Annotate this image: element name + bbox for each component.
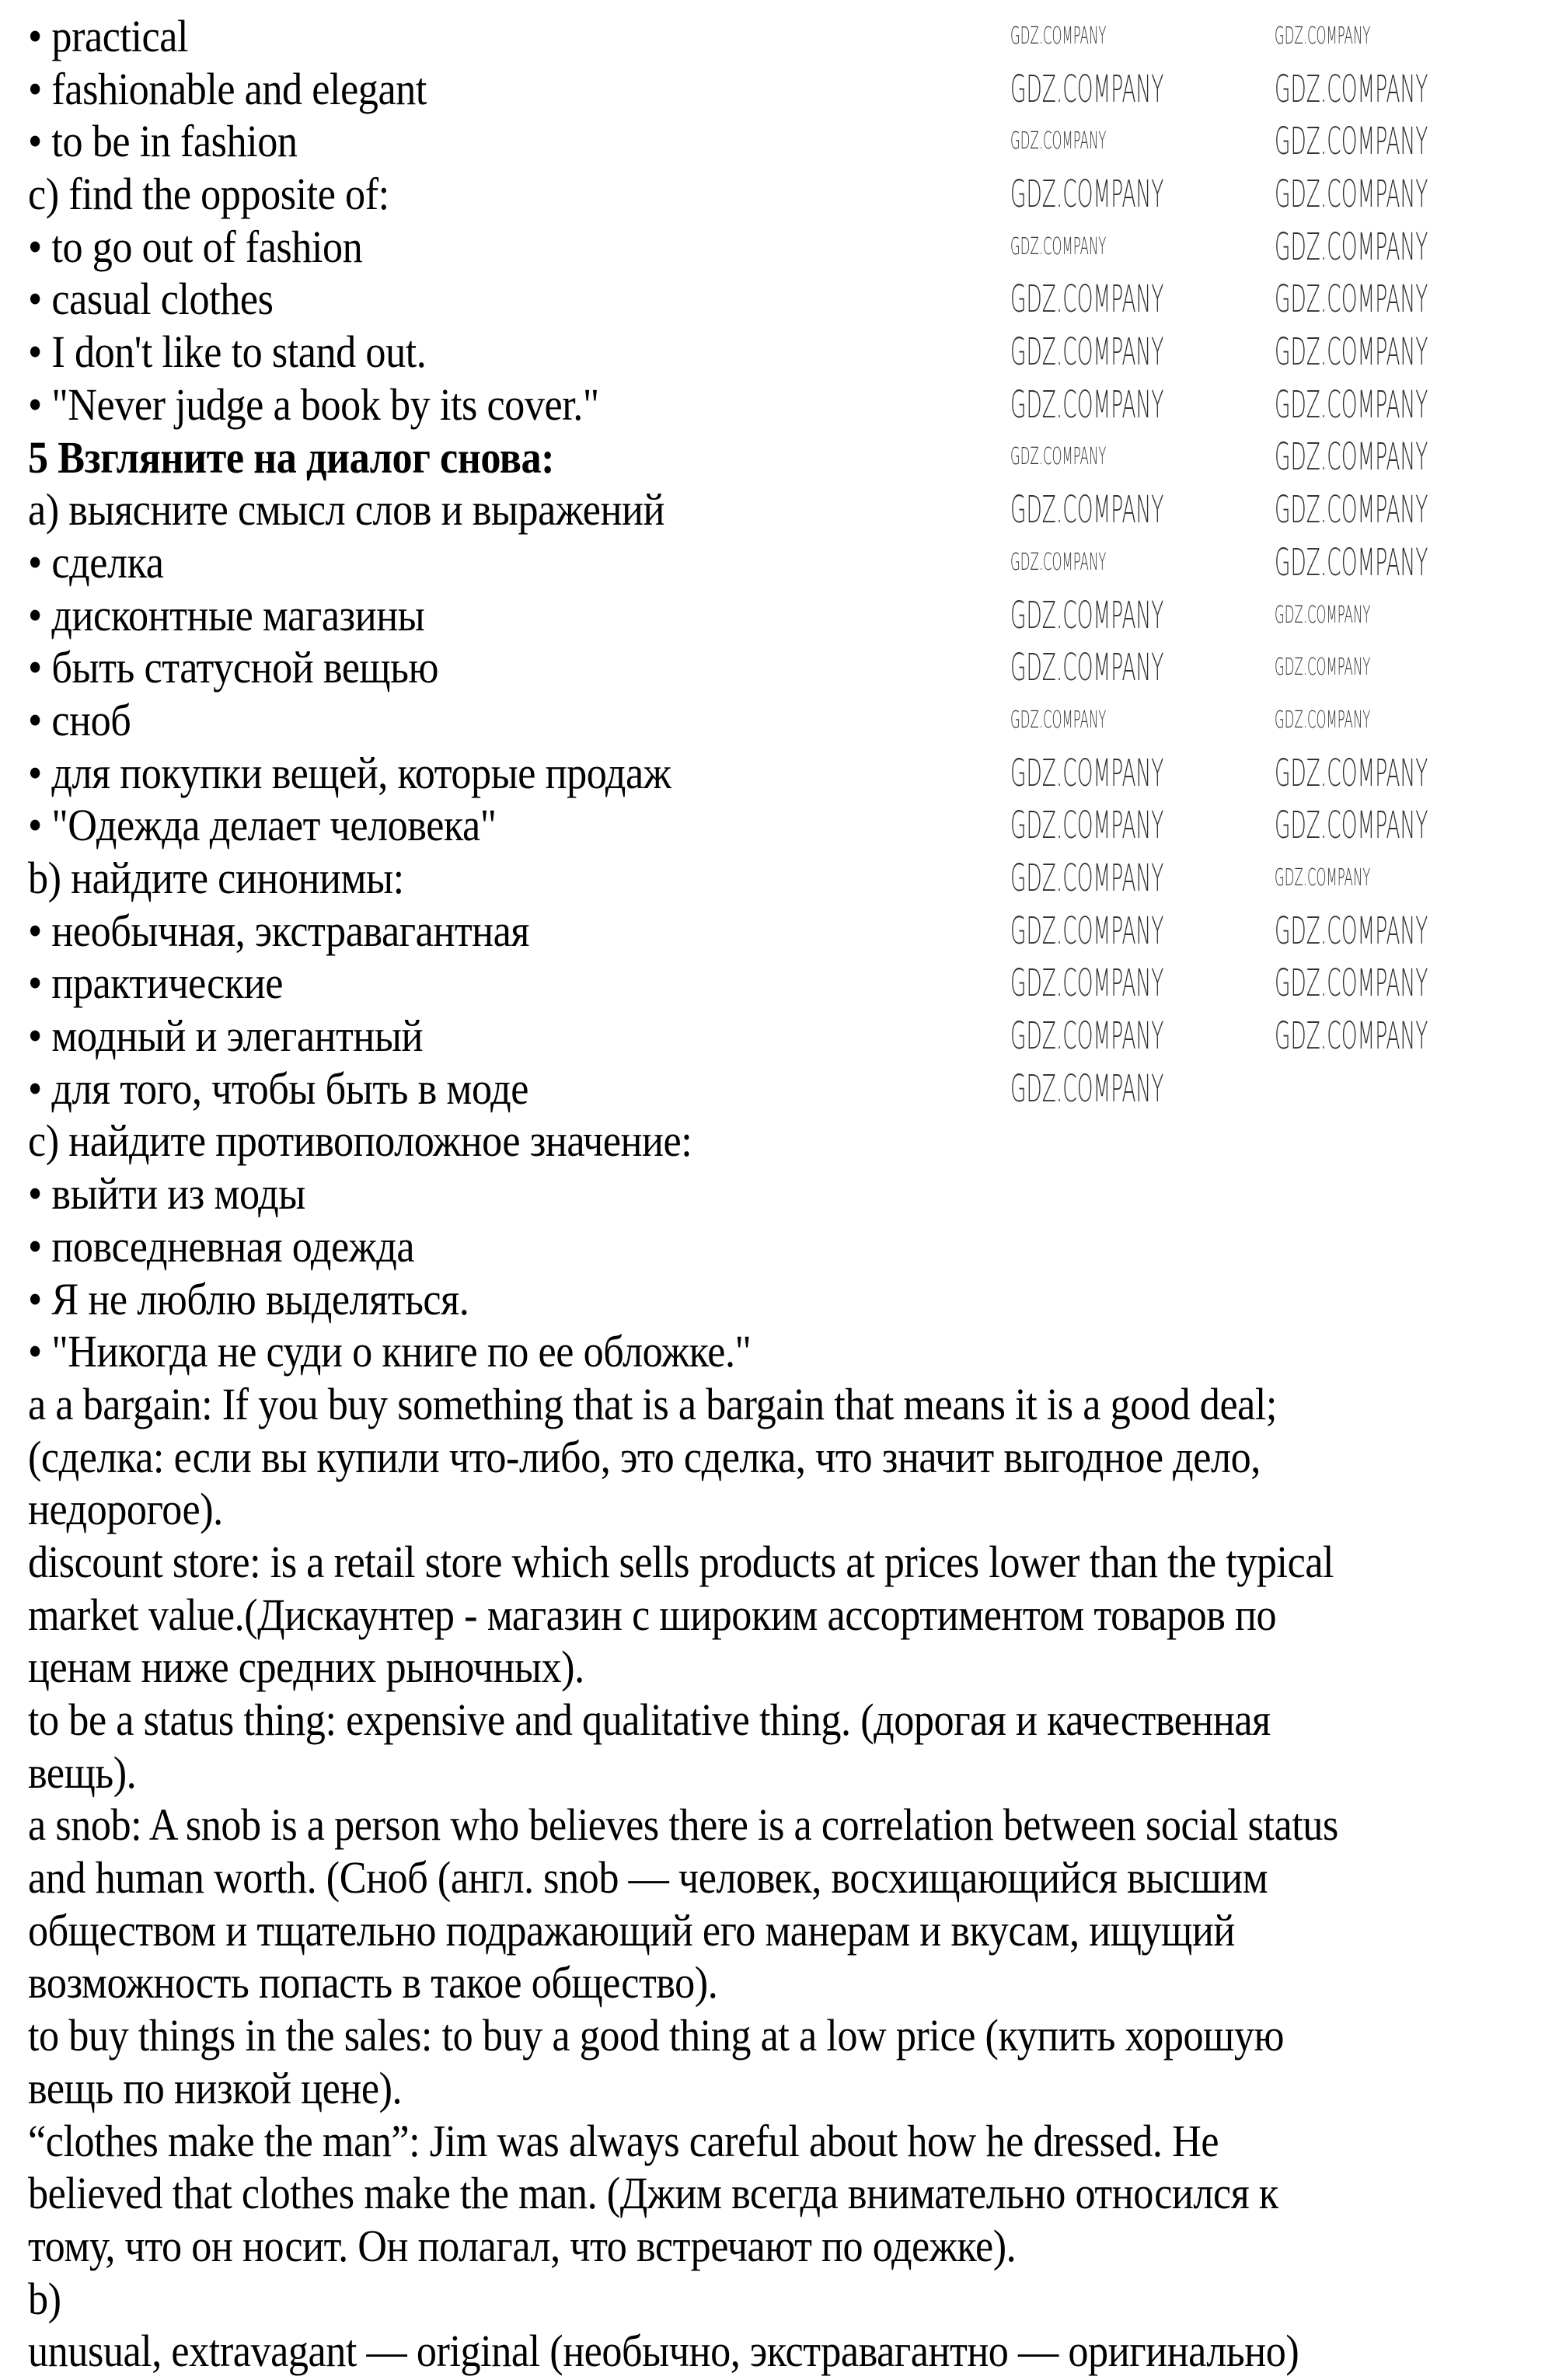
watermark: GDZ.COMPANY bbox=[1010, 127, 1107, 155]
watermark: GDZ.COMPANY bbox=[1275, 330, 1428, 375]
text-line: a a bargain: If you buy something that is a bargain that means it is a good deal; bbox=[28, 1378, 1277, 1429]
text-line: b) найдите синонимы: bbox=[28, 853, 404, 903]
watermark: GDZ.COMPANY bbox=[1275, 601, 1371, 629]
watermark: GDZ.COMPANY bbox=[1010, 382, 1164, 427]
text-line: “clothes make the man”: Jim was always careful about how he dressed. He bbox=[28, 2115, 1219, 2166]
watermark: GDZ.COMPANY bbox=[1010, 548, 1107, 576]
watermark: GDZ.COMPANY bbox=[1010, 751, 1164, 795]
text-line: • необычная, экстравагантная bbox=[28, 905, 529, 956]
document-body bbox=[28, 10, 1484, 2378]
watermark: GDZ.COMPANY bbox=[1275, 751, 1428, 795]
watermark: GDZ.COMPANY bbox=[1275, 909, 1428, 953]
text-line: • to be in fashion bbox=[28, 116, 298, 167]
watermark: GDZ.COMPANY bbox=[1275, 22, 1371, 50]
text-line: вещь). bbox=[28, 1747, 137, 1798]
text-line: вещь по низкой цене). bbox=[28, 2062, 403, 2113]
text-line: discount store: is a retail store which sells products at prices lower than the typical bbox=[28, 1536, 1334, 1587]
watermark: GDZ.COMPANY bbox=[1275, 277, 1428, 322]
watermark: GDZ.COMPANY bbox=[1275, 120, 1428, 164]
watermark: GDZ.COMPANY bbox=[1010, 443, 1107, 471]
text-line: a) выясните смысл слов и выражений bbox=[28, 484, 664, 536]
text-line: (сделка: если вы купили что-либо, это сделка, что значит выгодное дело, bbox=[28, 1431, 1261, 1482]
watermark: GDZ.COMPANY bbox=[1010, 277, 1164, 322]
watermark: GDZ.COMPANY bbox=[1275, 654, 1371, 682]
watermark: GDZ.COMPANY bbox=[1010, 857, 1164, 901]
watermark: GDZ.COMPANY bbox=[1010, 1066, 1164, 1111]
watermark: GDZ.COMPANY bbox=[1010, 22, 1107, 50]
watermark: GDZ.COMPANY bbox=[1275, 864, 1371, 892]
text-line: • сноб bbox=[28, 694, 131, 745]
watermark: GDZ.COMPANY bbox=[1275, 435, 1428, 480]
watermark: GDZ.COMPANY bbox=[1275, 540, 1428, 585]
watermark: GDZ.COMPANY bbox=[1010, 961, 1164, 1006]
watermark: GDZ.COMPANY bbox=[1275, 488, 1428, 532]
text-line: to be a status thing: expensive and qualitative thing. (дорогая и качественная bbox=[28, 1694, 1271, 1745]
text-line: • Я не люблю выделяться. bbox=[28, 1273, 469, 1324]
text-line: • повседневная одежда bbox=[28, 1220, 415, 1272]
text-line: • для покупки вещей, которые продаж bbox=[28, 747, 671, 798]
watermark: GDZ.COMPANY bbox=[1010, 593, 1164, 637]
text-line: тому, что он носит. Он полагал, что встречают по одежке). bbox=[28, 2220, 1017, 2271]
text-line: c) найдите противоположное значение: bbox=[28, 1115, 692, 1167]
watermark: GDZ.COMPANY bbox=[1010, 1014, 1164, 1059]
text-line: • "Never judge a book by its cover." bbox=[28, 379, 599, 430]
section-heading: 5 Взгляните на диалог снова: bbox=[28, 431, 555, 483]
watermark: GDZ.COMPANY bbox=[1275, 961, 1428, 1006]
text-line: and human worth. (Сноб (англ. snob — человек, восхищающийся высшим bbox=[28, 1852, 1268, 1904]
watermark: GDZ.COMPANY bbox=[1275, 1014, 1428, 1059]
text-line: • casual clothes bbox=[28, 274, 274, 325]
text-line: • модный и элегантный bbox=[28, 1010, 423, 1062]
watermark: GDZ.COMPANY bbox=[1275, 172, 1428, 216]
watermark: GDZ.COMPANY bbox=[1010, 909, 1164, 953]
text-line: • для того, чтобы быть в моде bbox=[28, 1063, 528, 1114]
text-line: • выйти из моды bbox=[28, 1168, 305, 1220]
watermark: GDZ.COMPANY bbox=[1010, 488, 1164, 532]
text-line: • быть статусной вещью bbox=[28, 642, 439, 693]
watermark: GDZ.COMPANY bbox=[1010, 172, 1164, 216]
watermark: GDZ.COMPANY bbox=[1275, 67, 1428, 111]
text-line: ценам ниже средних рыночных). bbox=[28, 1642, 584, 1693]
watermark: GDZ.COMPANY bbox=[1010, 706, 1107, 734]
text-line: market value.(Дискаунтер - магазин с широким ассортиментом товаров по bbox=[28, 1589, 1277, 1640]
watermark: GDZ.COMPANY bbox=[1275, 706, 1371, 734]
text-line: unusual, extravagant — original (необычно, экстравагантно — оригинально) bbox=[28, 2326, 1299, 2377]
text-line: b) bbox=[28, 2273, 61, 2324]
text-line: • to go out of fashion bbox=[28, 221, 363, 272]
text-line: недорогое). bbox=[28, 1484, 223, 1535]
watermark: GDZ.COMPANY bbox=[1010, 646, 1164, 690]
watermark: GDZ.COMPANY bbox=[1010, 232, 1107, 260]
text-line: believed that clothes make the man. (Джим всегда внимательно относился к bbox=[28, 2168, 1278, 2219]
text-line: to buy things in the sales: to buy a good thing at a low price (купить хорошую bbox=[28, 2010, 1285, 2061]
watermark: GDZ.COMPANY bbox=[1275, 804, 1428, 848]
text-line: a snob: A snob is a person who believes there is a correlation between social status bbox=[28, 1799, 1338, 1851]
watermark: GDZ.COMPANY bbox=[1010, 330, 1164, 375]
text-line: • сделка bbox=[28, 536, 164, 588]
text-line: возможность попасть в такое общество). bbox=[28, 1957, 718, 2008]
watermark: GDZ.COMPANY bbox=[1275, 382, 1428, 427]
text-line: обществом и тщательно подражающий его манерам и вкусам, ищущий bbox=[28, 1904, 1235, 1956]
text-line: • практические bbox=[28, 958, 284, 1009]
text-line: • дисконтные магазины bbox=[28, 589, 425, 640]
text-line: • fashionable and elegant bbox=[28, 63, 427, 114]
watermark: GDZ.COMPANY bbox=[1010, 67, 1164, 111]
watermark: GDZ.COMPANY bbox=[1275, 225, 1428, 269]
text-line: • I don't like to stand out. bbox=[28, 326, 427, 378]
text-line: • practical bbox=[28, 11, 189, 61]
text-line: • "Никогда не суди о книге по ее обложке." bbox=[28, 1326, 752, 1377]
watermark: GDZ.COMPANY bbox=[1010, 804, 1164, 848]
text-line: • "Одежда делает человека" bbox=[28, 800, 497, 851]
text-line: c) find the opposite of: bbox=[28, 169, 389, 220]
